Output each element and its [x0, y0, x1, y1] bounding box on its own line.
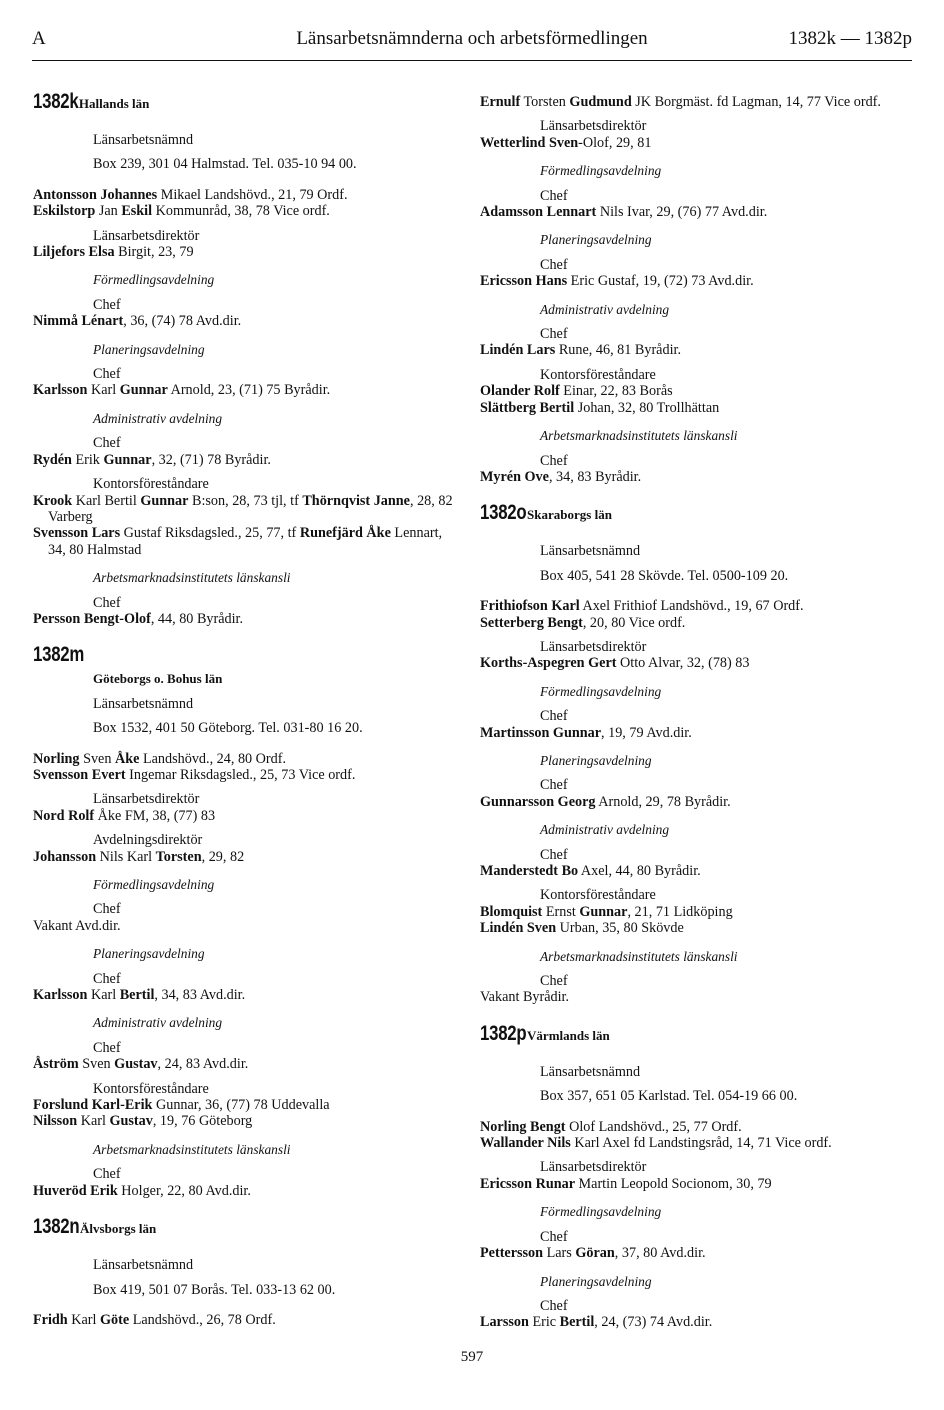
entry-line: [33, 849, 456, 865]
role-label: Länsarbetsdirektör: [540, 638, 647, 655]
entry-name: Nilsson: [33, 1113, 78, 1130]
entry-name: Ericsson Runar: [480, 1175, 575, 1192]
department-heading: Administrativ avdelning: [540, 822, 670, 838]
department-heading: Förmedlingsavdelning: [93, 877, 215, 892]
entry-text: Axel Frithiof Landshövd., 19, 67 Ordf.: [579, 598, 804, 615]
section: [33, 1215, 456, 1328]
region-name: Älvsborgs län: [80, 1221, 157, 1237]
entry-name: Lindén Lars: [480, 342, 556, 359]
entry-line: [33, 493, 456, 526]
entry-line: [33, 767, 456, 783]
entry-line: [480, 135, 905, 151]
entry-line: [33, 382, 456, 398]
entry-line: [480, 989, 905, 1005]
entry-text: Rune, 46, 81 Byrådir.: [555, 342, 682, 359]
entry-text: Gunnar, 36, (77) 78 Uddevalla: [152, 1097, 330, 1114]
entry-line: [480, 725, 905, 741]
entry-text: JK Borgmäst. fd Lagman, 14, 77 Vice ordf.: [631, 94, 881, 110]
entry-text: Lennart, 34, 80 Halmstad: [48, 525, 443, 558]
entry-name: Rydén: [33, 451, 72, 468]
entry-text: Birgit, 23, 79: [114, 244, 194, 261]
board-label: Länsarbetsnämnd: [540, 543, 641, 560]
department-heading: Arbetsmarknadsinstitutets länskansli: [93, 1141, 291, 1157]
entry-name: Gunnar: [103, 451, 152, 468]
board-label: Länsarbetsnämnd: [93, 1257, 194, 1274]
entry-text: Axel, 44, 80 Byrådir.: [578, 863, 701, 879]
role-label: Länsarbetsdirektör: [93, 791, 200, 808]
entry-name: Forslund Karl-Erik: [33, 1097, 153, 1114]
entry-name: Gunnar: [140, 492, 189, 509]
entry-name: Krook: [33, 492, 73, 509]
entry-name: Manderstedt Bo: [480, 863, 579, 879]
role-label: Kontorsföreståndare: [93, 476, 209, 493]
entry-line: [480, 1135, 905, 1151]
entry-text: Martin Leopold Socionom, 30, 79: [575, 1175, 772, 1192]
entry-text: , 44, 80 Byrådir.: [150, 610, 244, 627]
entry-name: Gustav: [109, 1113, 153, 1130]
entry-text: Urban, 35, 80 Skövde: [556, 920, 684, 937]
entry-text: Eric Gustaf, 19, (72) 73 Avd.dir.: [567, 273, 754, 290]
entry-line: [33, 808, 456, 824]
entry-name: Slättberg Bertil: [480, 399, 575, 416]
entry-name: Bertil: [559, 1314, 595, 1331]
entry-text: Karl: [87, 382, 120, 399]
entry-text: , 34, 83 Avd.dir.: [154, 987, 246, 1004]
role-label: Chef: [540, 187, 568, 204]
region-name: Skaraborgs län: [527, 507, 612, 523]
header-rule: [32, 60, 912, 61]
role-label: Länsarbetsdirektör: [540, 118, 647, 135]
entry-text: Arnold, 23, (71) 75 Byrådir.: [167, 382, 331, 399]
role-label: Kontorsföreståndare: [540, 366, 656, 383]
entry-text: Nils Karl: [96, 848, 156, 865]
entry-line: [33, 1097, 456, 1113]
entry-name: Lindén Sven: [480, 920, 557, 937]
section-heading: [33, 1215, 456, 1249]
entry-line: [480, 1119, 905, 1135]
role-label: Chef: [540, 452, 568, 469]
entry-name: Larsson: [480, 1314, 529, 1331]
entry-name: Gunnar: [119, 382, 168, 399]
role-label: Avdelningsdirektör: [93, 832, 203, 849]
section: [480, 94, 905, 485]
entry-text: Åke FM, 38, (77) 83: [94, 807, 216, 824]
entry-name: Åke: [114, 750, 140, 767]
entry-name: Eskilstorp: [33, 203, 96, 220]
entry-line: [33, 313, 456, 329]
entry-name: Nord Rolf: [33, 807, 95, 824]
entry-name: Wallander Nils: [480, 1135, 571, 1152]
entry-line: [33, 751, 456, 767]
entry-name: Korths-Aspegren Gert: [480, 655, 617, 672]
entry-text: Einar, 22, 83 Borås: [559, 383, 673, 400]
section: [480, 501, 905, 1006]
entry-name: Ericsson Hans: [480, 273, 568, 290]
entry-text: , 24, 83 Avd.dir.: [157, 1056, 249, 1073]
section-heading: [480, 1021, 905, 1056]
department-heading: Planeringsavdelning: [540, 1273, 652, 1289]
department-heading: Administrativ avdelning: [93, 410, 223, 426]
region-name: Värmlands län: [527, 1027, 610, 1043]
department-heading: Administrativ avdelning: [93, 1015, 223, 1031]
entry-text: , 20, 80 Vice ordf.: [582, 614, 686, 631]
department-heading: Arbetsmarknadsinstitutets länskansli: [540, 948, 738, 964]
section-heading: [33, 643, 456, 677]
section-heading: [33, 90, 456, 124]
entry-text: Kommunråd, 38, 78 Vice ordf.: [152, 203, 330, 220]
entry-name: Frithiofson Karl: [480, 598, 580, 615]
entry-text: Johan, 32, 80 Trollhättan: [574, 399, 720, 416]
left-column: [33, 90, 456, 1328]
address-line: Box 1532, 401 50 Göteborg. Tel. 031-80 16 20.: [93, 720, 363, 737]
role-label: Länsarbetsdirektör: [540, 1159, 647, 1176]
entry-name: Åström: [33, 1056, 79, 1073]
department-heading: Arbetsmarknadsinstitutets länskansli: [93, 570, 291, 586]
entry-name: Bertil: [119, 987, 155, 1004]
entry-text: , 19, 79 Avd.dir.: [601, 724, 692, 741]
entry-text: Mikael Landshövd., 21, 79 Ordf.: [157, 186, 348, 203]
role-label: Chef: [540, 973, 568, 990]
entry-line: [33, 1183, 456, 1199]
role-label: Chef: [93, 435, 121, 452]
entry-name: Antonsson Johannes: [33, 186, 158, 203]
right-column: [480, 94, 905, 1331]
address-line: Box 357, 651 05 Karlstad. Tel. 054-19 66 00.: [540, 1088, 798, 1105]
entry-text: , 34, 83 Byrådir.: [548, 468, 642, 485]
entry-text: Nils Ivar, 29, (76) 77 Avd.dir.: [596, 204, 768, 221]
entry-name: Myrén Ove: [480, 468, 549, 485]
section: [33, 90, 456, 627]
entry-text: Landshövd., 24, 80 Ordf.: [139, 750, 287, 767]
role-label: Chef: [93, 296, 121, 313]
header-left: A: [32, 28, 46, 49]
role-label: Chef: [540, 777, 568, 794]
entry-name: Gunnarsson Georg: [480, 793, 596, 810]
section: [480, 1021, 905, 1331]
role-label: Chef: [93, 366, 121, 383]
entry-name: Adamsson Lennart: [480, 204, 597, 221]
entry-line: [480, 1245, 905, 1261]
entry-name: Gudmund: [569, 94, 632, 110]
entry-text: Karl: [87, 987, 120, 1004]
entry-line: [480, 204, 905, 220]
entry-line: [480, 920, 905, 936]
page-header: [32, 28, 912, 54]
board-label: Länsarbetsnämnd: [93, 132, 194, 148]
role-label: Chef: [540, 708, 568, 725]
entry-text: Landshövd., 26, 78 Ordf.: [129, 1311, 276, 1328]
entry-text: Jan: [95, 203, 122, 220]
entry-name: Gustav: [114, 1056, 158, 1073]
department-heading: Administrativ avdelning: [540, 301, 670, 317]
section-code: 1382n: [33, 1215, 80, 1239]
entry-text: Karl: [77, 1113, 110, 1130]
entry-text: Sven: [78, 1056, 115, 1073]
page-number: 597: [460, 1349, 484, 1365]
entry-line: [480, 469, 905, 485]
entry-line: [480, 94, 905, 110]
entry-name: Norling Bengt: [480, 1118, 566, 1135]
entry-name: Blomquist: [480, 903, 543, 920]
entry-name: Setterberg Bengt: [480, 614, 583, 631]
entry-line: [480, 655, 905, 671]
entry-line: [480, 1314, 905, 1330]
region-name: Hallands län: [78, 96, 150, 111]
entry-line: [480, 383, 905, 399]
role-label: Kontorsföreståndare: [540, 887, 656, 904]
department-heading: Planeringsavdelning: [540, 232, 652, 248]
entry-line: [480, 598, 905, 614]
entry-line: [480, 904, 905, 920]
entry-line: [480, 342, 905, 358]
entry-name: Olander Rolf: [480, 383, 560, 400]
board-label: Länsarbetsnämnd: [540, 1063, 641, 1080]
entry-text: Ernst: [542, 903, 580, 920]
entry-name: Eskil: [121, 203, 153, 220]
entry-text: Torsten: [520, 94, 570, 110]
entry-text: Gustaf Riksdagsled., 25, 77, tf: [120, 525, 300, 542]
entry-text: , 24, (73) 74 Avd.dir.: [594, 1314, 713, 1331]
department-heading: Planeringsavdelning: [93, 946, 205, 962]
entry-name: Pettersson: [480, 1245, 544, 1262]
role-label: Chef: [540, 256, 568, 273]
entry-text: , 32, (71) 78 Byrådir.: [151, 451, 271, 468]
role-label: Länsarbetsdirektör: [93, 227, 200, 244]
role-label: Chef: [540, 1297, 568, 1314]
entry-name: Runefjärd Åke: [299, 525, 391, 542]
entry-name: Karlsson: [33, 987, 88, 1004]
department-heading: Förmedlingsavdelning: [540, 163, 662, 179]
entry-line: [33, 244, 456, 260]
entry-text: -Olof, 29, 81: [578, 134, 652, 151]
board-label: Länsarbetsnämnd: [93, 695, 194, 712]
entry-name: Wetterlind Sven: [480, 134, 579, 151]
header-title: Länsarbetsnämnderna och arbetsförmedlingen: [296, 28, 648, 49]
entry-text: Ingemar Riksdagsled., 25, 73 Vice ordf.: [125, 766, 356, 783]
address-line: Box 405, 541 28 Skövde. Tel. 0500-109 20.: [540, 567, 789, 584]
entry-text: B:son, 28, 73 tjl, tf: [188, 492, 303, 509]
role-label: Chef: [93, 970, 121, 987]
role-label: Chef: [540, 326, 568, 343]
entry-line: [33, 452, 456, 468]
role-label: Chef: [540, 1228, 568, 1245]
entry-text: Karl: [67, 1311, 100, 1328]
entry-name: Karlsson: [33, 382, 88, 399]
entry-text: Erik: [71, 451, 104, 468]
role-label: Chef: [93, 901, 121, 918]
entry-text: Otto Alvar, 32, (78) 83: [616, 655, 750, 672]
entry-text: Holger, 22, 80 Avd.dir.: [117, 1182, 251, 1199]
entry-name: Ernulf: [480, 94, 521, 110]
department-heading: Förmedlingsavdelning: [540, 1204, 662, 1220]
entry-name: Johansson: [33, 848, 97, 865]
entry-line: [480, 273, 905, 289]
entry-line: [480, 400, 905, 416]
section-code: 1382o: [480, 501, 527, 525]
entry-line: [480, 615, 905, 631]
entry-name: Svensson Evert: [33, 766, 126, 783]
entry-name: Göran: [575, 1245, 615, 1262]
entry-text: Olof Landshövd., 25, 77 Ordf.: [565, 1118, 742, 1135]
entry-line: [480, 1176, 905, 1192]
entry-line: [33, 1312, 456, 1328]
entry-text: Arnold, 29, 78 Byrådir.: [595, 793, 731, 810]
entry-text: , 19, 76 Göteborg: [152, 1113, 253, 1130]
entry-line: [33, 525, 456, 558]
section: [33, 643, 456, 1199]
header-range: 1382k — 1382p: [788, 28, 912, 49]
entry-line: [33, 1113, 456, 1129]
entry-line: [33, 987, 456, 1003]
department-heading: Förmedlingsavdelning: [540, 683, 662, 699]
role-label: Kontorsföreståndare: [93, 1080, 209, 1097]
entry-name: Göte: [100, 1311, 130, 1328]
entry-text: Karl Axel fd Landstingsråd, 14, 71 Vice ordf.: [570, 1135, 832, 1152]
department-heading: Planeringsavdelning: [93, 341, 205, 357]
entry-name: Nimmå Lénart: [33, 313, 124, 330]
entry-line: [33, 187, 456, 203]
entry-text: , 37, 80 Avd.dir.: [614, 1245, 706, 1262]
region-name: Göteborgs o. Bohus län: [93, 671, 223, 687]
entry-name: Huveröd Erik: [33, 1182, 118, 1199]
entry-name: Thörnqvist Janne: [302, 492, 410, 509]
entry-line: [480, 794, 905, 810]
address-line: Box 239, 301 04 Halmstad. Tel. 035-10 94 00.: [93, 156, 357, 173]
entry-text: Sven: [79, 750, 115, 767]
entry-name: Svensson Lars: [33, 525, 121, 542]
role-label: Chef: [540, 846, 568, 863]
section-code: 1382k: [33, 90, 79, 113]
entry-name: Persson Bengt-Olof: [33, 610, 151, 627]
section-code: 1382p: [480, 1021, 527, 1045]
entry-name: Torsten: [155, 848, 202, 865]
entry-text: , 28, 82 Varberg: [48, 492, 453, 525]
entry-line: [33, 918, 456, 934]
entry-line: [33, 1056, 456, 1072]
department-heading: Arbetsmarknadsinstitutets länskansli: [540, 428, 738, 444]
role-label: Chef: [93, 594, 121, 611]
section-heading: [480, 501, 905, 535]
entry-text: Karl Bertil: [72, 492, 141, 509]
entry-text: Eric: [528, 1314, 560, 1331]
entry-text: Vakant Avd.dir.: [33, 917, 121, 934]
entry-name: Martinsson Gunnar: [480, 724, 602, 741]
entry-name: Norling: [33, 750, 80, 767]
department-heading: Förmedlingsavdelning: [93, 272, 215, 288]
role-label: Chef: [93, 1039, 121, 1056]
department-heading: Planeringsavdelning: [540, 752, 652, 768]
entry-text: Vakant Byrådir.: [480, 989, 570, 1006]
entry-line: [33, 611, 456, 627]
entry-name: Liljefors Elsa: [33, 244, 115, 261]
address-line: Box 419, 501 07 Borås. Tel. 033-13 62 00.: [93, 1281, 336, 1298]
section-code: 1382m: [33, 643, 85, 667]
entry-text: , 36, (74) 78 Avd.dir.: [123, 313, 242, 330]
entry-text: , 29, 82: [201, 848, 245, 865]
role-label: Chef: [93, 1166, 121, 1183]
entry-line: [33, 203, 456, 219]
entry-text: , 21, 71 Lidköping: [627, 903, 733, 920]
entry-name: Fridh: [33, 1311, 68, 1328]
entry-name: Gunnar: [579, 903, 628, 920]
entry-text: Lars: [543, 1245, 576, 1262]
entry-line: [480, 863, 905, 879]
